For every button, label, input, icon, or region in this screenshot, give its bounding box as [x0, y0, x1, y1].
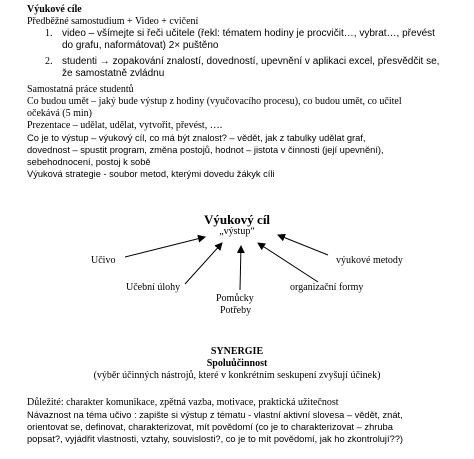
list-number: 2. — [45, 56, 53, 67]
node-pomucky: Pomůcky — [216, 293, 254, 304]
footer-line: Důležité: charakter komunikace, zpětná vazba, motivace, praktická užitečnost — [27, 397, 339, 408]
synergie-note: (výběr účinných nástrojů, které v konkrétním seskupení zvyšují účinek) — [93, 370, 381, 381]
paragraph-line: Co budou umět – jaký bude výstup z hodiny (vyučovacího procesu), co budou umět, co učitel — [27, 96, 402, 107]
paragraph-line: Co je to výstup – výukový cíl, co má být znalost? – vědět, jak z tabulky udělat graf, — [27, 133, 366, 143]
arrow-ucivo — [125, 237, 205, 257]
list-item-text: studenti → zopakování znalostí, dovedností, upevnění v aplikaci excel, přesvědčit se, — [62, 56, 440, 67]
arrow-ulohy — [185, 243, 222, 284]
list-item-text: že samostatně zvládnu — [62, 68, 165, 79]
node-potreby: Potřeby — [220, 305, 252, 316]
paragraph-line: Prezentace – udělat, udělat, vytvořit, převést, …. — [27, 120, 223, 131]
list-item-text: video – všímejte si řeči učitele (řekl: tématem hodiny je procvičit…, vybrat…, převést — [62, 28, 435, 39]
paragraph-line: Výuková strategie - soubor metod, kterými dovedu žákyk cíli — [27, 169, 275, 179]
heading: Výukové cíle — [27, 4, 82, 15]
paragraph-line: očekává (5 min) — [27, 108, 92, 119]
node-ulohy: Učební úlohy — [126, 282, 181, 293]
footer-line: popsat?, vyjádřit vlastnosti, vztahy, souvislosti?, co je to mít povědomí, jak ho zkontrolují??) — [27, 434, 404, 444]
paragraph-line: sebehodnocení, postoj k sobě — [27, 157, 151, 167]
node-ucivo: Učivo — [91, 255, 116, 266]
arrow-metody — [278, 235, 328, 255]
synergie-subtitle: Spoluůčinnost — [206, 358, 268, 369]
node-formy: organizační formy — [290, 282, 364, 293]
paragraph-line: Samostatná práce studentů — [27, 84, 134, 95]
paragraph-line: dovednost – spustit program, změna postojů, hodnot – jistota v činnosti (její upevnění), — [27, 145, 384, 155]
intro-line: Předběžné samostudium + Video + cvičení — [27, 16, 199, 27]
diagram-subtitle: „výstup“ — [219, 226, 255, 237]
footer-line: orientovat se, definovat, charakterizovat, mít povědomí (co je to charakterizovat – zhruba — [27, 422, 393, 432]
footer-line: Návaznost na téma učivo : zapište si výstup z tématu - vlastní aktivní slovesa – vědět, znát, — [27, 410, 403, 420]
diagram-title: Výukový cíl — [203, 212, 271, 227]
synergie-title: SYNERGIE — [210, 346, 264, 357]
list-item-text: do grafu, naformátovat) 2× puštěno — [62, 40, 219, 51]
node-metody: výukové metody — [336, 255, 403, 266]
list-number: 1. — [45, 28, 53, 39]
arrow-pomucky — [240, 246, 241, 290]
arrow-formy — [258, 243, 318, 282]
